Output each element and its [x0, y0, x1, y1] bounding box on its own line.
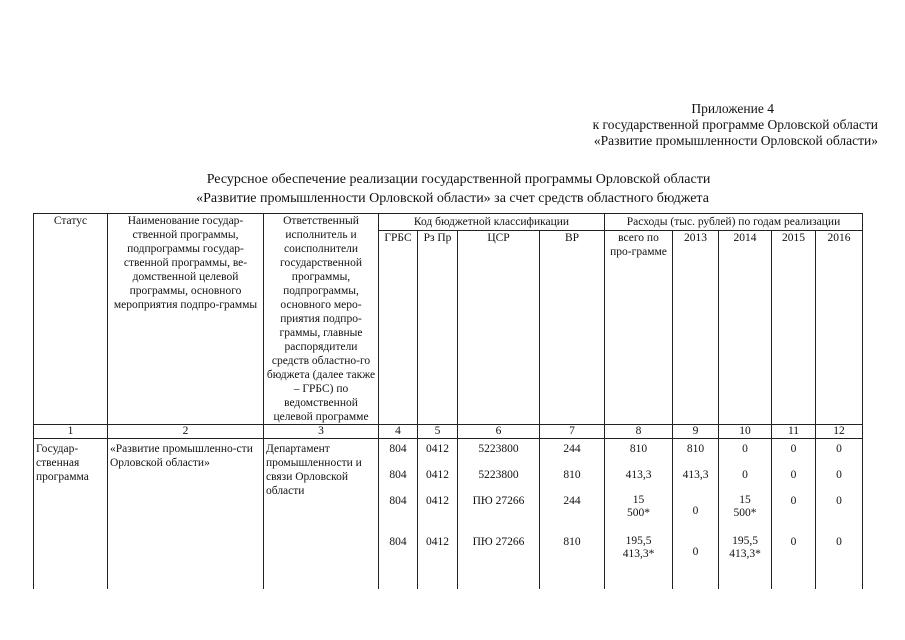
total-value	[607, 494, 670, 535]
csr-value: ПЮ 27266	[472, 495, 525, 507]
total-value-part: 413,3*	[622, 548, 655, 560]
y2014-cell	[719, 439, 772, 590]
y2013-cell	[673, 439, 719, 590]
column-number: 10	[719, 425, 772, 439]
header-executor: Ответственный исполнитель и соисполнители государственной программы, подпрограммы, основного меро-приятия подпро-граммы, главные распорядители средств областно-го бюджета (далее также – ГРБС) по ведомственной целевой программе	[264, 214, 379, 425]
column-number: 12	[816, 425, 863, 439]
appendix-program-name: «Развитие промышленности Орловской области»	[593, 133, 878, 148]
title-line-1: Ресурсное обеспечение реализации государственной программы Орловской области	[206, 172, 711, 187]
header-2015: 2015	[772, 231, 816, 425]
resource-table	[33, 213, 863, 589]
header-expenses: Расходы (тыс. рублей) по годам реализации	[605, 214, 863, 231]
y2015-value: 0	[790, 443, 797, 455]
csr-value: 5223800	[478, 443, 519, 455]
header-status: Статус	[34, 214, 108, 425]
header-vr: ВР	[540, 231, 605, 425]
grbs-cell	[379, 439, 418, 590]
appendix-program-line: к государственной программе Орловской области	[592, 117, 878, 132]
total-value-part: 15	[632, 494, 645, 506]
csr-value: ПЮ 27266	[472, 536, 525, 548]
y2014-value	[721, 494, 769, 535]
vr-cell	[540, 439, 605, 590]
y2015-value: 0	[790, 495, 797, 507]
title-line-2: «Развитие промышленности Орловской области» за счет средств областного бюджета	[196, 191, 709, 206]
header-2014: 2014	[719, 231, 772, 425]
column-number: 1	[34, 425, 108, 439]
total-cell	[605, 439, 673, 590]
header-rzpr: Рз Пр	[418, 231, 458, 425]
total-value-part: 195,5	[625, 535, 652, 547]
y2016-value: 0	[836, 469, 842, 481]
header-2016: 2016	[816, 231, 863, 425]
y2014-value-part: 413,3*	[729, 548, 761, 560]
y2013-value: 0	[692, 505, 699, 517]
y2014-value: 0	[742, 469, 748, 481]
header-row-1	[34, 214, 863, 231]
vr-value: 244	[563, 443, 581, 455]
rzpr-value: 0412	[426, 469, 449, 481]
y2014-value-part: 195,5	[732, 535, 758, 547]
grbs-value: 804	[389, 536, 407, 548]
total-value-part: 500*	[627, 507, 650, 519]
status-cell: Государ-ственная программа	[34, 439, 108, 590]
column-number: 7	[540, 425, 605, 439]
y2013-value: 413,3	[682, 469, 709, 481]
y2013-value: 0	[692, 546, 699, 558]
header-name: Наименование государ-ственной программы, подпрограммы государ-ственной программы, ве-домственной целевой программы, основного мероприятия подпро-граммы	[108, 214, 264, 425]
total-value: 810	[629, 443, 648, 455]
header-2013: 2013	[673, 231, 719, 425]
y2014-value	[721, 535, 769, 561]
executor-cell: Департамент промышленности и связи Орловской области	[264, 439, 379, 590]
column-number-row	[34, 425, 863, 439]
grbs-value: 804	[389, 495, 407, 507]
y2014-value-part: 500*	[733, 507, 757, 519]
column-number: 2	[108, 425, 264, 439]
rzpr-value: 0412	[426, 536, 449, 548]
vr-value: 810	[563, 469, 581, 481]
rzpr-value: 0412	[426, 443, 449, 455]
column-number: 8	[605, 425, 673, 439]
y2016-cell	[816, 439, 863, 590]
total-value: 413,3	[625, 469, 652, 481]
csr-value: 5223800	[478, 469, 519, 481]
header-total: всего по про-грамме	[605, 231, 673, 425]
y2014-value-part: 15	[739, 494, 751, 506]
total-value	[607, 535, 670, 561]
rzpr-cell	[418, 439, 458, 590]
rzpr-value: 0412	[426, 495, 449, 507]
y2016-value: 0	[836, 443, 842, 455]
y2015-cell	[772, 439, 816, 590]
vr-value: 810	[563, 536, 581, 548]
column-number: 3	[264, 425, 379, 439]
table-row	[34, 439, 863, 590]
column-number: 11	[772, 425, 816, 439]
y2015-value: 0	[790, 469, 797, 481]
y2016-value: 0	[836, 495, 842, 507]
appendix-header	[593, 101, 878, 149]
document-title	[0, 170, 905, 208]
y2014-value: 0	[742, 443, 748, 455]
column-number: 6	[458, 425, 540, 439]
header-grbs: ГРБС	[379, 231, 418, 425]
program-name-cell: «Развитие промышленно-сти Орловской области»	[108, 439, 264, 590]
y2013-value: 810	[686, 443, 705, 455]
header-csr: ЦСР	[458, 231, 540, 425]
csr-cell	[458, 439, 540, 590]
y2015-value: 0	[790, 536, 797, 548]
column-number: 9	[673, 425, 719, 439]
header-budget-code: Код бюджетной классификации	[379, 214, 605, 231]
y2016-value: 0	[836, 536, 842, 548]
grbs-value: 804	[389, 443, 407, 455]
column-number: 5	[418, 425, 458, 439]
column-number: 4	[379, 425, 418, 439]
appendix-number: Приложение 4	[691, 101, 774, 116]
grbs-value: 804	[389, 469, 407, 481]
vr-value: 244	[563, 495, 581, 507]
